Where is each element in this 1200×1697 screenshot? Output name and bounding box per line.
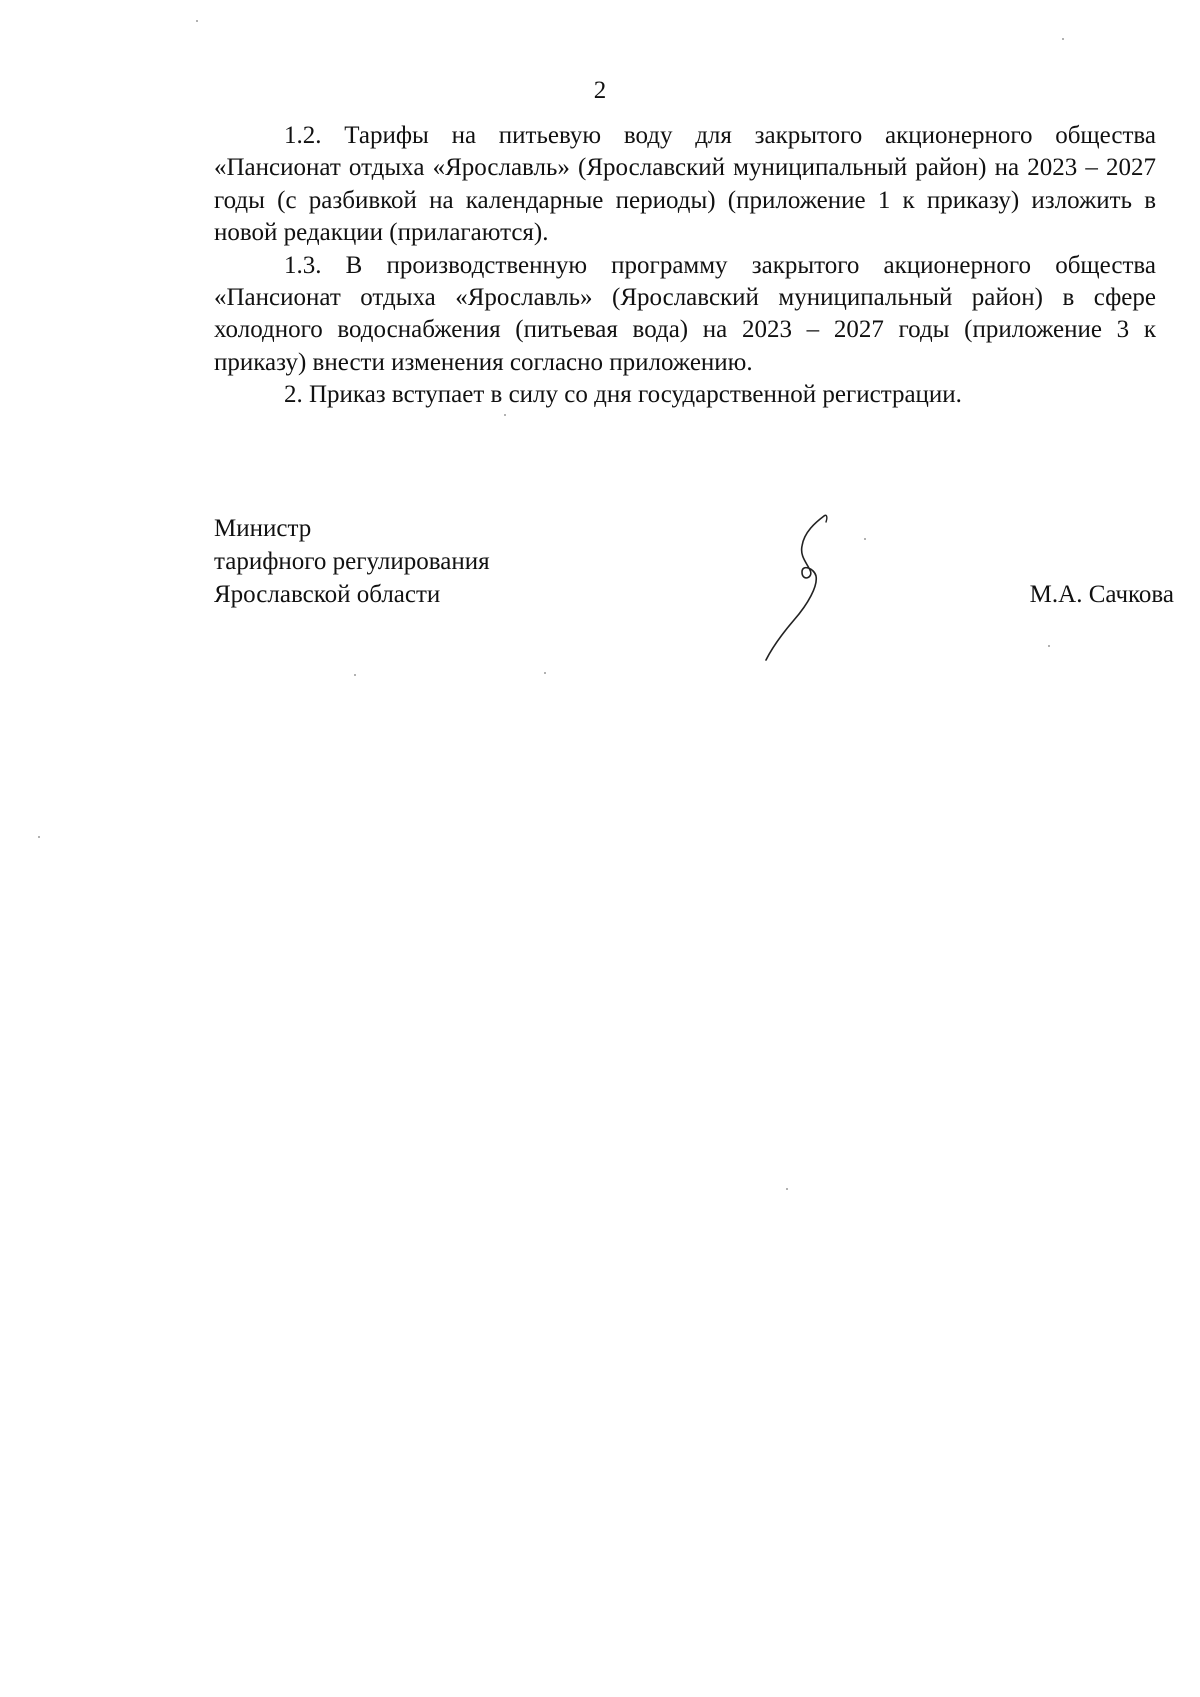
signer-name: М.А. Сачкова <box>1029 581 1174 608</box>
signer-position-line: Министр <box>214 515 312 542</box>
scan-speck <box>354 674 356 676</box>
scan-speck <box>864 538 866 540</box>
signature-block <box>214 512 1174 662</box>
paragraph-2: 2. Приказ вступает в силу со дня государственной регистрации. <box>284 381 962 409</box>
scan-speck <box>1062 38 1064 40</box>
scan-speck <box>786 1188 788 1190</box>
signer-position <box>214 512 490 611</box>
scan-speck <box>196 20 198 22</box>
scan-speck <box>504 414 506 416</box>
signer-position-line: тарифного регулирования <box>214 548 490 575</box>
document-body <box>214 120 1156 412</box>
scan-speck <box>38 836 40 838</box>
signer-position-line: Ярославской области <box>214 581 441 608</box>
scan-speck <box>544 672 546 674</box>
page-number: 2 <box>593 77 607 104</box>
paragraph-1-3: 1.3. В производственную программу закрытого акционерного общества «Пансионат отдыха «Ярославль» (Ярославский муниципальный район) в сфере холодного водоснабжения (питьевая вода) на 2023 – 2027 годы (приложение 3 к приказу) внести изменения согласно приложению. <box>214 251 1156 376</box>
scan-speck <box>1048 645 1050 647</box>
paragraph-1-2: 1.2. Тарифы на питьевую воду для закрытого акционерного общества «Пансионат отдыха «Ярославль» (Ярославский муниципальный район) на 2023 – 2027 годы (с разбивкой на календарные периоды) (приложение 1 к приказу) изложить в новой редакции (прилагаются). <box>214 122 1156 247</box>
handwritten-signature <box>744 512 854 662</box>
